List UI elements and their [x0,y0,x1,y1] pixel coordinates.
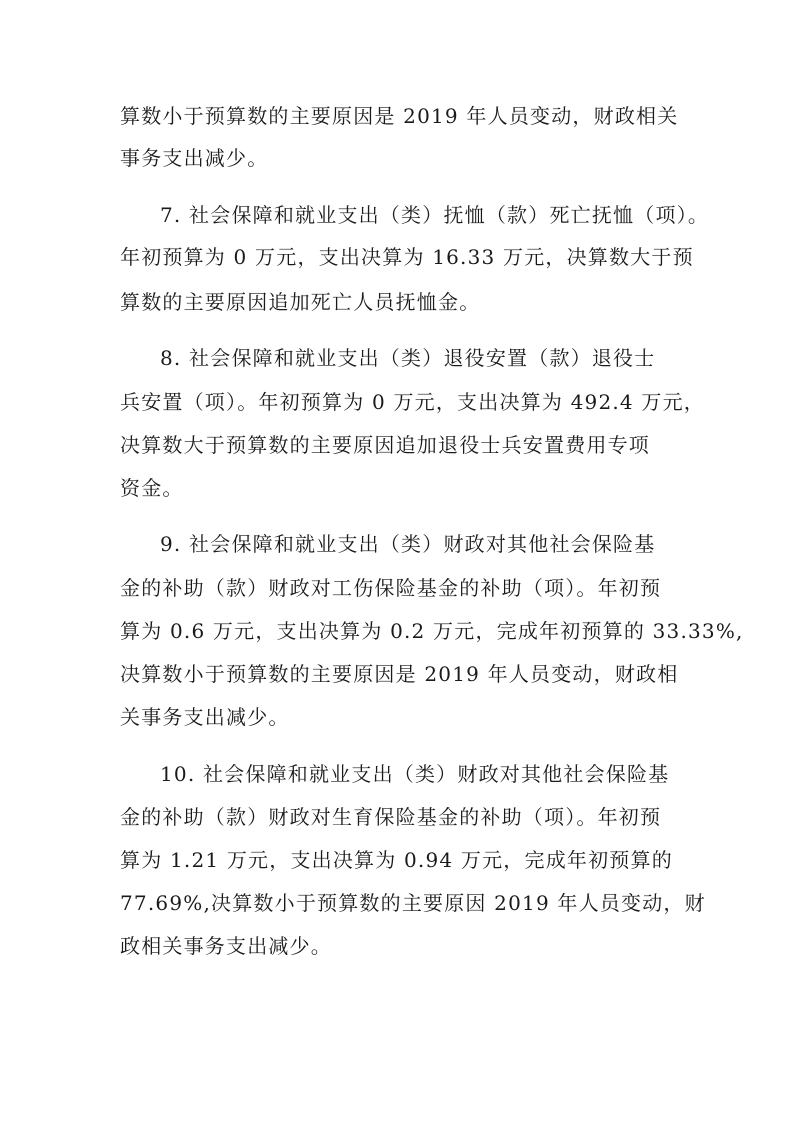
paragraph-1-line-2: 事务支出减少。 [120,146,269,170]
paragraph-8-line-4: 资金。 [120,476,184,500]
paragraph-7-line-1: 7. 社会保障和就业支出（类）抚恤（款）死亡抚恤（项）。 [160,203,710,227]
paragraph-8-line-1: 8. 社会保障和就业支出（类）退役安置（款）退役士 [160,346,656,370]
paragraph-9-line-4: 决算数小于预算数的主要原因是 2019 年人员变动，财政相 [120,662,679,686]
paragraph-10-line-4: 77.69%,决算数小于预算数的主要原因 2019 年人员变动，财 [120,891,706,915]
paragraph-9-line-5: 关事务支出减少。 [120,705,290,729]
paragraph-10-line-1: 10. 社会保障和就业支出（类）财政对其他社会保险基 [160,762,670,786]
paragraph-8-line-3: 决算数大于预算数的主要原因追加退役士兵安置费用专项 [120,433,650,457]
paragraph-1-line-1: 算数小于预算数的主要原因是 2019 年人员变动，财政相关 [120,104,679,128]
paragraph-9-line-2: 金的补助（款）财政对工伤保险基金的补助（项）。年初预 [120,576,662,600]
paragraph-7-line-2: 年初预算为 0 万元，支出决算为 16.33 万元，决算数大于预 [120,245,694,269]
paragraph-8-line-2: 兵安置（项）。年初预算为 0 万元，支出决算为 492.4 万元， [120,390,706,414]
paragraph-7-line-3: 算数的主要原因追加死亡人员抚恤金。 [120,290,481,314]
paragraph-9-line-1: 9. 社会保障和就业支出（类）财政对其他社会保险基 [160,532,656,556]
paragraph-9-line-3: 算为 0.6 万元，支出决算为 0.2 万元，完成年初预算的 33.33%, [120,619,744,643]
paragraph-10-line-5: 政相关事务支出减少。 [120,934,332,958]
paragraph-10-line-3: 算为 1.21 万元，支出决算为 0.94 万元，完成年初预算的 [120,848,673,872]
paragraph-10-line-2: 金的补助（款）财政对生育保险基金的补助（项）。年初预 [120,805,662,829]
